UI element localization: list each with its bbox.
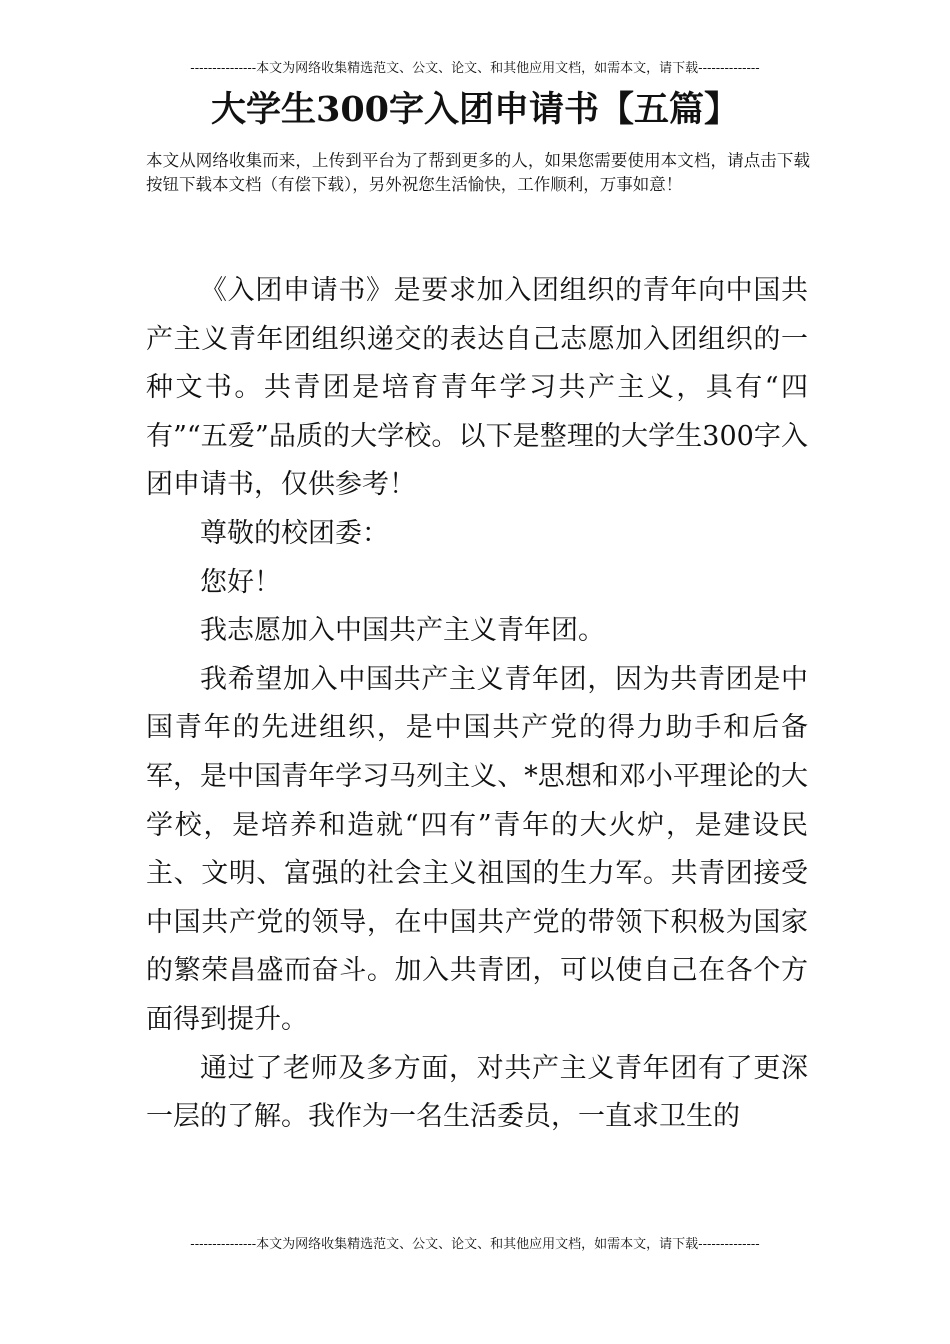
header-banner: ---------------本文为网络收集精选范文、公文、论文、和其他应用文档，如需本文，请下载-------------- bbox=[190, 61, 760, 76]
body-paragraph: 通过了老师及多方面，对共产主义青年团有了更深一层的了解。我作为一名生活委员，一直求卫生的 bbox=[146, 1052, 808, 1133]
document-title: 大学生300字入团申请书【五篇】 bbox=[210, 89, 740, 130]
body-paragraph: 《入团申请书》是要求加入团组织的青年向中国共产主义青年团组织递交的表达自己志愿加入团组织的一种文书。共青团是培育青年学习共产主义，具有“四有”“五爱”品质的大学校。以下是整理的大学生300字入团申请书，仅供参考！ bbox=[146, 275, 808, 501]
footer-banner: ---------------本文为网络收集精选范文、公文、论文、和其他应用文档，如需本文，请下载-------------- bbox=[190, 1237, 760, 1252]
document-body bbox=[146, 267, 808, 1142]
intro-notice: 本文从网络收集而来，上传到平台为了帮到更多的人，如果您需要使用本文档，请点击下载按钮下载本文档（有偿下载），另外祝您生活愉快，工作顺利，万事如意！ bbox=[146, 151, 810, 194]
body-paragraph: 您好！ bbox=[200, 566, 281, 598]
body-paragraph: 我志愿加入中国共产主义青年团。 bbox=[200, 615, 605, 647]
body-paragraph: 我希望加入中国共产主义青年团，因为共青团是中国青年的先进组织，是中国共产党的得力助手和后备军，是中国青年学习马列主义、*思想和邓小平理论的大学校，是培养和造就“四有”青年的大火炉，是建设民主、文明、富强的社会主义祖国的生力军。共青团接受中国共产党的领导，在中国共产党的带领下积极为国家的繁荣昌盛而奋斗。加入共青团，可以使自己在各个方面得到提升。 bbox=[146, 663, 808, 1035]
body-paragraph: 尊敬的校团委： bbox=[200, 517, 389, 549]
